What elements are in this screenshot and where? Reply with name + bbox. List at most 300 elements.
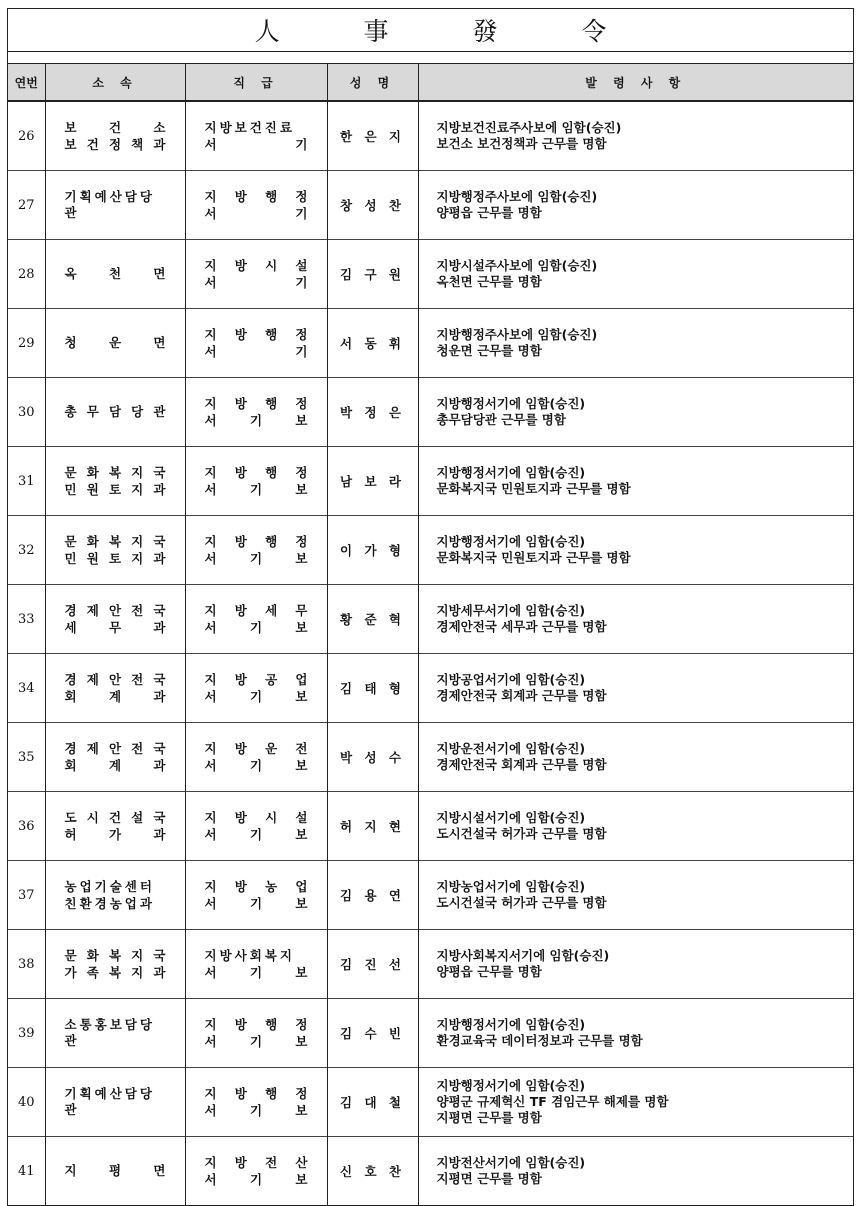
spread-char: 제	[86, 602, 99, 618]
spread-char: 지	[204, 671, 217, 687]
remarks-cell	[418, 999, 853, 1068]
spread-char: 과	[153, 619, 166, 635]
spread-char: 전	[131, 740, 144, 756]
spread-text: 농업기술센터	[64, 878, 155, 894]
spread-char: 경	[64, 740, 77, 756]
person-name: 김 태 형	[327, 654, 418, 723]
grade-cell-lines	[187, 603, 326, 636]
row-number: 27	[8, 171, 45, 240]
grade-cell-line	[205, 1103, 308, 1119]
spread-char: 서	[204, 619, 217, 635]
remarks-cell	[418, 654, 853, 723]
spread-char: 방	[234, 257, 247, 273]
remark-line: 지방행정서기에 임함(승진)	[436, 1017, 586, 1032]
person-name: 김 수 빈	[327, 999, 418, 1068]
remarks-cell	[418, 171, 853, 240]
spread-char: 농	[265, 878, 278, 894]
grade-cell-lines	[187, 189, 326, 222]
spread-char: 정	[295, 464, 308, 480]
row-number: 40	[8, 1068, 45, 1137]
dept-cell-line	[65, 137, 166, 153]
remark-line: 양평군 규제혁신 TF 겸임근무 해제를 명함	[436, 1094, 669, 1109]
spread-char: 행	[265, 188, 278, 204]
header-dept: 소 속	[45, 64, 185, 101]
spread-char: 시	[86, 809, 99, 825]
spread-char: 지	[204, 188, 217, 204]
remark-line: 양평읍 근무를 명함	[436, 964, 542, 979]
spread-char: 담	[108, 404, 122, 419]
dept-cell	[45, 309, 185, 378]
spread-char: 안	[108, 602, 122, 618]
grade-cell-line	[205, 758, 308, 774]
spread-char: 보	[64, 136, 77, 152]
grade-cell	[185, 309, 327, 378]
spread-char: 지	[204, 533, 217, 549]
grade-cell	[185, 723, 327, 792]
table-row	[8, 378, 853, 447]
grade-cell-line	[205, 482, 308, 498]
spread-char: 지	[204, 1154, 217, 1170]
remark-line: 문화복지국 민원토지과 근무를 명함	[436, 550, 631, 565]
remarks-cell	[418, 378, 853, 447]
grade-cell-line	[205, 137, 308, 153]
grade-cell	[185, 792, 327, 861]
spread-char: 국	[153, 602, 166, 618]
table-body	[8, 101, 853, 1205]
spread-char: 기	[249, 1102, 263, 1118]
remark-line: 지방보건진료주사보에 임함(승진)	[436, 120, 622, 135]
spread-char: 경	[64, 602, 77, 618]
header-row	[8, 64, 853, 101]
remark-line: 지방운전서기에 임함(승진)	[436, 741, 586, 756]
remark-line: 지평면 근무를 명함	[436, 1110, 542, 1125]
spread-char: 전	[131, 671, 144, 687]
row-number: 26	[17, 128, 35, 144]
spread-char: 지	[204, 1016, 217, 1032]
spread-text: 기획예산담당관	[64, 189, 155, 220]
dept-cell-lines	[47, 1163, 184, 1179]
table-row	[8, 309, 853, 378]
spread-char: 무	[108, 619, 122, 635]
spread-char: 기	[249, 757, 263, 773]
spread-char: 방	[234, 878, 247, 894]
spread-char: 복	[108, 533, 122, 549]
remarks-cell	[418, 101, 853, 171]
spread-char: 복	[108, 947, 122, 963]
grade-cell-lines	[187, 258, 326, 291]
spread-char: 보	[295, 964, 308, 980]
dept-cell	[45, 1068, 185, 1137]
grade-cell	[185, 171, 327, 240]
spread-char: 방	[234, 1016, 247, 1032]
dept-cell	[45, 585, 185, 654]
grade-cell	[185, 585, 327, 654]
spread-char: 민	[64, 550, 77, 566]
spread-char: 과	[153, 136, 166, 152]
spread-char: 지	[204, 257, 217, 273]
dept-cell	[45, 999, 185, 1068]
spread-char: 운	[265, 740, 278, 756]
spread-char: 보	[295, 412, 308, 428]
row-number: 37	[8, 861, 45, 930]
grade-cell-line	[205, 396, 308, 412]
dept-cell	[45, 516, 185, 585]
grade-cell-lines	[187, 879, 326, 912]
dept-cell-line	[65, 482, 166, 498]
dept-cell-lines	[47, 879, 184, 912]
person-name: 김 진 선	[327, 930, 418, 999]
spread-char: 회	[64, 688, 77, 704]
grade-cell	[185, 101, 327, 171]
spread-char: 서	[204, 1171, 217, 1187]
dept-cell-line	[65, 465, 166, 481]
spread-char: 서	[204, 412, 217, 428]
dept-cell-lines	[47, 948, 184, 981]
remark-line: 경제안전국 회계과 근무를 명함	[436, 757, 607, 772]
spread-char: 전	[265, 1154, 278, 1170]
spread-char: 공	[265, 671, 278, 687]
table-row	[8, 999, 853, 1068]
spread-char: 방	[234, 395, 247, 411]
spread-char: 평	[108, 1163, 122, 1178]
person-name: 박 정 은	[327, 378, 418, 447]
person-name: 창 성 찬	[327, 171, 418, 240]
spread-char: 기	[249, 550, 263, 566]
dept-cell-lines	[47, 810, 184, 843]
spread-text: 친환경농업과	[64, 895, 155, 911]
spread-char: 설	[295, 809, 308, 825]
grade-cell-line	[205, 258, 308, 274]
spread-char: 정	[295, 326, 308, 342]
dept-cell-line	[65, 758, 166, 774]
remarks-cell	[418, 930, 853, 999]
person-name: 남 보 라	[327, 447, 418, 516]
appointment-table	[8, 64, 853, 1205]
spread-char: 청	[64, 335, 77, 350]
remark-line: 환경교육국 데이터정보과 근무를 명함	[436, 1033, 643, 1048]
spread-char: 서	[204, 826, 217, 842]
remark-line: 문화복지국 민원토지과 근무를 명함	[436, 481, 631, 496]
remarks-cell	[418, 792, 853, 861]
spread-char: 족	[86, 964, 99, 980]
remark-line: 청운면 근무를 명함	[436, 343, 542, 358]
spread-char: 서	[204, 343, 217, 359]
person-name: 서 동 휘	[327, 309, 418, 378]
spread-char: 보	[295, 619, 308, 635]
spread-char: 회	[64, 757, 77, 773]
table-row	[8, 171, 853, 240]
spread-char: 업	[295, 878, 308, 894]
spread-char: 지	[204, 602, 217, 618]
remarks-cell	[418, 240, 853, 309]
grade-cell	[185, 240, 327, 309]
grade-cell-line	[205, 879, 308, 895]
spread-char: 가	[108, 826, 122, 842]
remark-line: 지방시설서기에 임함(승진)	[436, 810, 586, 825]
spread-char: 건	[108, 809, 122, 825]
spread-char: 안	[108, 671, 122, 687]
dept-cell-line	[65, 551, 166, 567]
spread-char: 서	[204, 1102, 217, 1118]
spread-char: 계	[108, 688, 122, 704]
spread-char: 방	[234, 464, 247, 480]
spread-char: 민	[64, 481, 77, 497]
grade-cell	[185, 930, 327, 999]
table-row	[8, 930, 853, 999]
grade-cell-lines	[187, 741, 326, 774]
table-row	[8, 792, 853, 861]
grade-cell-line	[205, 948, 308, 964]
spread-char: 과	[153, 550, 166, 566]
spread-char: 기	[249, 481, 263, 497]
row-number: 36	[8, 792, 45, 861]
spread-char: 보	[295, 895, 308, 911]
spread-char: 기	[295, 205, 308, 221]
remark-line: 지방행정서기에 임함(승진)	[436, 534, 586, 549]
grade-cell-line	[205, 534, 308, 550]
table-row	[8, 240, 853, 309]
dept-cell-line	[65, 404, 166, 420]
spread-char: 건	[108, 119, 122, 135]
grade-cell-lines	[187, 1017, 326, 1050]
spread-char: 제	[86, 671, 99, 687]
grade-cell-line	[205, 741, 308, 757]
spread-char: 천	[108, 266, 122, 281]
grade-cell-line	[205, 1017, 308, 1033]
spread-char: 과	[153, 826, 166, 842]
spread-char: 기	[295, 274, 308, 290]
spread-char: 서	[204, 757, 217, 773]
spread-char: 지	[204, 1085, 217, 1101]
dept-cell-line	[65, 827, 166, 843]
remark-line: 도시건설국 허가과 근무를 명함	[436, 895, 607, 910]
person-name: 황 준 혁	[327, 585, 418, 654]
grade-cell-lines	[187, 120, 326, 153]
spread-char: 기	[249, 619, 263, 635]
grade-cell-line	[205, 689, 308, 705]
spread-char: 면	[153, 335, 166, 350]
spread-char: 책	[131, 136, 144, 152]
spread-char: 화	[86, 464, 99, 480]
spread-char: 원	[86, 481, 99, 497]
grade-cell	[185, 654, 327, 723]
spread-char: 문	[64, 533, 77, 549]
remark-line: 지방행정서기에 임함(승진)	[436, 1078, 586, 1093]
grade-cell-lines	[187, 948, 326, 981]
remark-line: 지방행정주사보에 임함(승진)	[436, 327, 598, 342]
spread-char: 행	[265, 533, 278, 549]
spread-char: 지	[204, 395, 217, 411]
grade-cell-line	[205, 672, 308, 688]
spread-char: 기	[295, 343, 308, 359]
spread-char: 전	[295, 740, 308, 756]
appointment-sheet	[7, 8, 854, 1206]
dept-cell-line	[65, 879, 166, 895]
dept-cell	[45, 723, 185, 792]
person-name: 신 호 찬	[327, 1137, 418, 1206]
dept-cell-line	[65, 189, 166, 221]
spread-char: 과	[153, 757, 166, 773]
spread-char: 지	[131, 947, 144, 963]
dept-cell-line	[65, 266, 166, 282]
spread-char: 보	[295, 757, 308, 773]
spread-char: 서	[204, 550, 217, 566]
dept-cell-line	[65, 672, 166, 688]
table-row	[8, 585, 853, 654]
grade-cell-line	[205, 1155, 308, 1171]
remark-line: 총무담당관 근무를 명함	[436, 412, 566, 427]
remark-line: 지평면 근무를 명함	[436, 1171, 542, 1186]
spread-char: 서	[204, 481, 217, 497]
grade-cell-lines	[187, 396, 326, 429]
spread-char: 보	[295, 1102, 308, 1118]
remark-line: 지방행정서기에 임함(승진)	[436, 396, 586, 411]
title-gap	[8, 52, 853, 64]
row-number: 30	[8, 378, 45, 447]
spread-char: 보	[295, 481, 308, 497]
dept-cell	[45, 171, 185, 240]
spread-char: 행	[265, 464, 278, 480]
spread-char: 기	[249, 826, 263, 842]
grade-cell-lines	[187, 672, 326, 705]
dept-cell-line	[65, 1017, 166, 1049]
header-name: 성 명	[327, 64, 418, 101]
grade-cell	[185, 1137, 327, 1206]
person-name: 김 용 연	[327, 861, 418, 930]
remark-line: 지방농업서기에 임함(승진)	[436, 879, 586, 894]
grade-cell-line	[205, 189, 308, 205]
page-title: 人 事 發 令	[254, 17, 645, 46]
dept-cell-line	[65, 603, 166, 619]
table-row	[8, 1137, 853, 1206]
grade-cell	[185, 861, 327, 930]
dept-cell-lines	[47, 335, 184, 351]
remark-line: 도시건설국 허가과 근무를 명함	[436, 826, 607, 841]
spread-char: 정	[108, 136, 122, 152]
remark-line: 지방사회복지서기에 임함(승진)	[436, 948, 610, 963]
remark-line: 지방행정서기에 임함(승진)	[436, 465, 586, 480]
header-grade: 직 급	[185, 64, 327, 101]
spread-char: 보	[64, 119, 77, 135]
dept-cell-lines	[47, 266, 184, 282]
grade-cell-line	[205, 551, 308, 567]
row-number: 29	[8, 309, 45, 378]
spread-char: 서	[204, 688, 217, 704]
spread-char: 보	[295, 688, 308, 704]
spread-char: 보	[295, 1033, 308, 1049]
spread-char: 설	[131, 809, 144, 825]
spread-char: 지	[131, 464, 144, 480]
spread-char: 옥	[64, 266, 77, 281]
spread-char: 지	[131, 533, 144, 549]
spread-char: 무	[295, 602, 308, 618]
spread-char: 방	[234, 326, 247, 342]
person-name: 김 대 철	[327, 1068, 418, 1137]
spread-char: 면	[153, 266, 166, 281]
table-row	[8, 654, 853, 723]
spread-text: 기획예산담당관	[64, 1086, 155, 1117]
remark-line: 양평읍 근무를 명함	[436, 205, 542, 220]
table-row	[8, 447, 853, 516]
spread-char: 산	[295, 1154, 308, 1170]
spread-char: 방	[234, 740, 247, 756]
grade-cell-line	[205, 465, 308, 481]
grade-cell-line	[205, 1034, 308, 1050]
remark-line: 지방행정주사보에 임함(승진)	[436, 189, 598, 204]
dept-cell	[45, 792, 185, 861]
remark-line: 지방전산서기에 임함(승진)	[436, 1155, 586, 1170]
dept-cell-lines	[47, 120, 184, 153]
person-name: 박 성 수	[327, 723, 418, 792]
spread-char: 경	[64, 671, 77, 687]
spread-text: 소통홍보담당관	[64, 1017, 155, 1048]
spread-char: 기	[249, 1171, 263, 1187]
grade-cell-line	[205, 344, 308, 360]
spread-char: 지	[204, 809, 217, 825]
spread-char: 원	[86, 550, 99, 566]
dept-cell-line	[65, 810, 166, 826]
dept-cell	[45, 654, 185, 723]
spread-char: 지	[131, 481, 144, 497]
dept-cell-line	[65, 1086, 166, 1118]
dept-cell-line	[65, 689, 166, 705]
spread-char: 설	[295, 257, 308, 273]
dept-cell-lines	[47, 465, 184, 498]
spread-char: 세	[265, 602, 278, 618]
remarks-cell	[418, 516, 853, 585]
spread-char: 토	[108, 550, 122, 566]
spread-char: 국	[153, 671, 166, 687]
spread-char: 정	[295, 188, 308, 204]
dept-cell-lines	[47, 534, 184, 567]
dept-cell-line	[65, 120, 166, 136]
spread-char: 면	[153, 1163, 166, 1178]
spread-char: 방	[234, 188, 247, 204]
spread-char: 방	[234, 671, 247, 687]
spread-char: 소	[153, 119, 166, 135]
spread-char: 방	[234, 1085, 247, 1101]
grade-cell-line	[205, 603, 308, 619]
spread-char: 기	[249, 1033, 263, 1049]
spread-text: 지방보건진료	[204, 119, 295, 135]
dept-cell-line	[65, 741, 166, 757]
table-row	[8, 101, 853, 171]
spread-char: 지	[204, 464, 217, 480]
spread-char: 방	[234, 602, 247, 618]
header-remarks: 발 령 사 항	[418, 64, 853, 101]
spread-char: 국	[153, 740, 166, 756]
remark-line: 경제안전국 세무과 근무를 명함	[436, 619, 607, 634]
grade-cell-line	[205, 275, 308, 291]
remarks-cell	[418, 1137, 853, 1206]
spread-char: 기	[249, 412, 263, 428]
dept-cell-line	[65, 896, 166, 912]
spread-char: 국	[153, 533, 166, 549]
table-row	[8, 861, 853, 930]
spread-char: 지	[131, 964, 144, 980]
spread-char: 국	[153, 947, 166, 963]
grade-cell-lines	[187, 534, 326, 567]
dept-cell	[45, 861, 185, 930]
dept-cell-lines	[47, 404, 184, 420]
spread-char: 방	[234, 809, 247, 825]
dept-cell	[45, 378, 185, 447]
spread-char: 무	[86, 404, 99, 419]
grade-cell-line	[205, 327, 308, 343]
grade-cell-line	[205, 620, 308, 636]
dept-cell	[45, 447, 185, 516]
dept-cell-line	[65, 1163, 166, 1179]
